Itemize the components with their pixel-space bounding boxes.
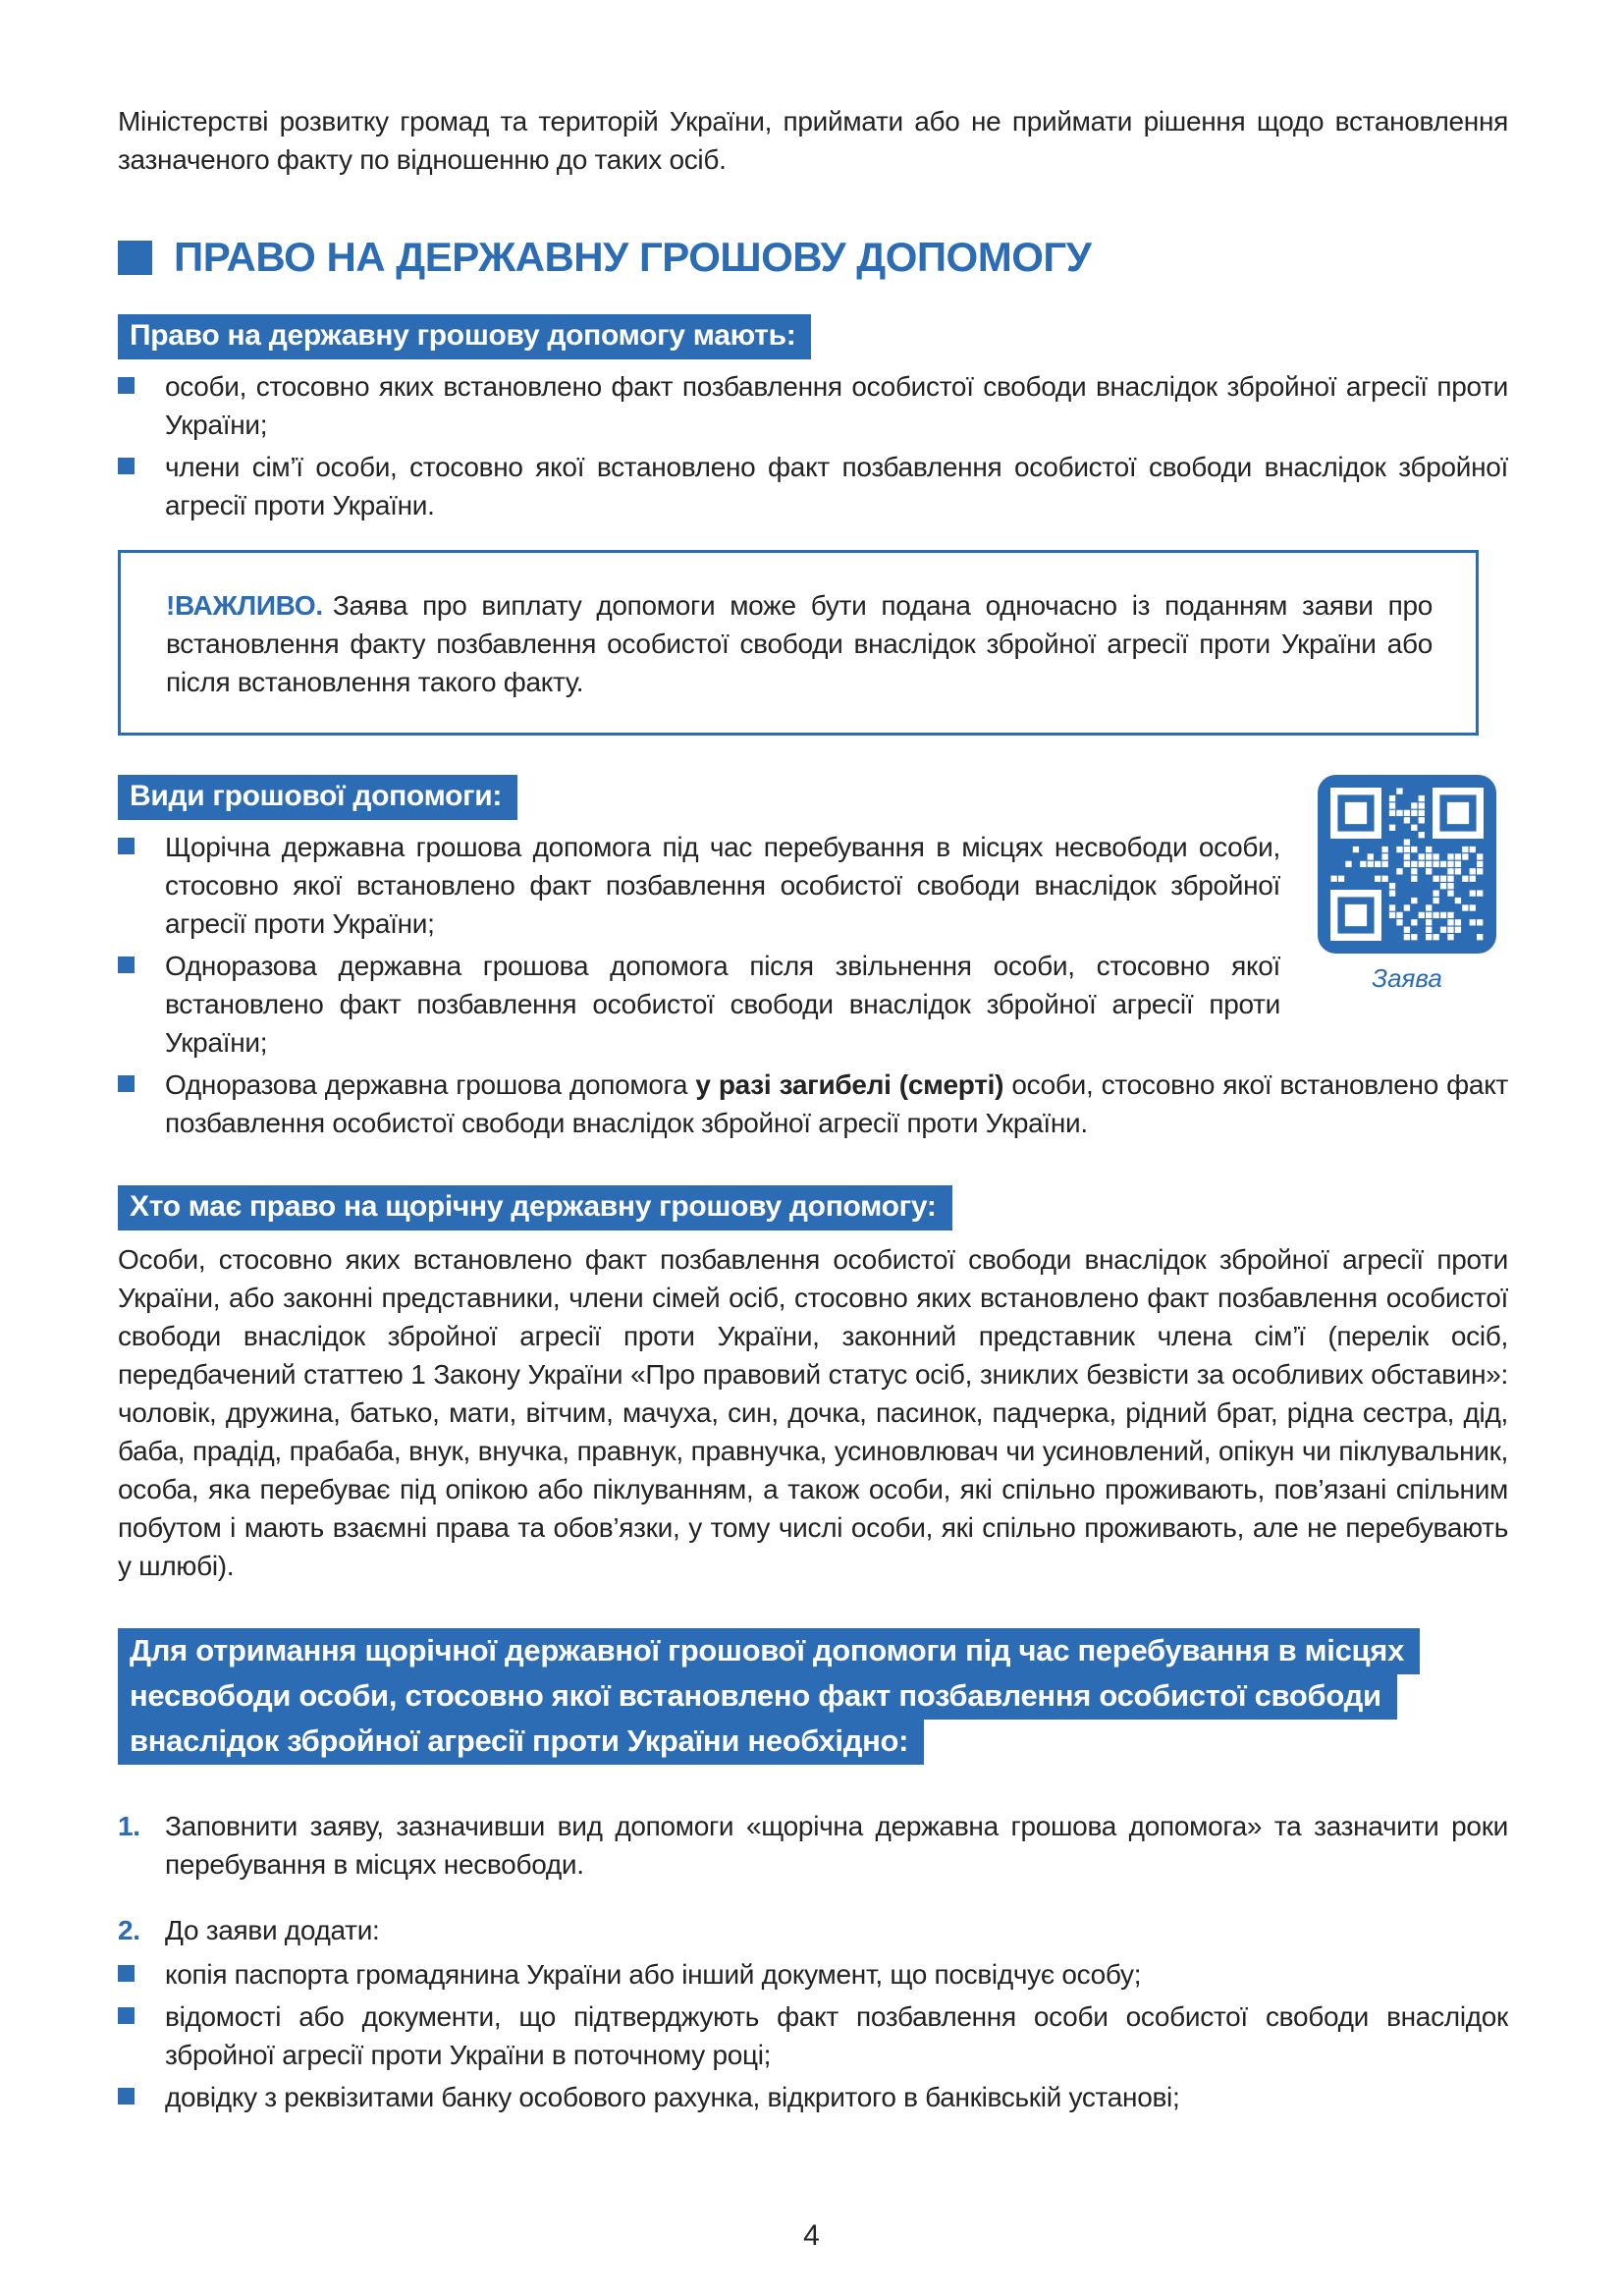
eligible-list [118,367,1508,524]
list-item [118,947,1280,1062]
list-item-text: Щорічна державна грошова допомога під час перебування в місцях несвободи особи, стосовно якої встановлено факт позбавлення особистої свободи внаслідок збройної агресії проти України; [165,832,1280,939]
page-number: 4 [803,2219,820,2252]
list-item-text: члени сім’ї особи, стосовно якої встановлено факт позбавлення особистої свободи внаслідок збройної агресії проти України. [165,452,1508,520]
bullet-square-icon [118,1965,135,1982]
section-heading-title: ПРАВО НА ДЕРЖАВНУ ГРОШОВУ ДОПОМОГУ [174,234,1092,280]
types-label: Види грошової допомоги: [118,775,517,820]
list-item [118,367,1508,444]
requirements-heading [118,1628,1492,1764]
list-item [118,1955,1508,1994]
list-item-text: копія паспорта громадянина України або інший документ, що посвідчує особу; [165,1959,1142,1990]
heading-square-icon [118,241,152,275]
list-item [118,448,1508,524]
list-item-text: особи, стосовно яких встановлено факт позбавлення особистої свободи внаслідок збройної агресії проти України; [165,371,1508,440]
important-text: Заява про виплату допомоги може бути подана одночасно із поданням заяви про встановлення факту позбавлення особистої свободи внаслідок збройної агресії проти України або після встановлення такого факту. [166,590,1433,697]
list-item [118,1066,1508,1142]
eligible-label-bar [118,314,1508,359]
list-item [118,828,1280,943]
list-item-text: Одноразова державна грошова допомога у разі загибелі (смерті) особи, стосовно якої встановлено факт позбавлення особистої свободи внаслідок збройної агресії проти України. [165,1069,1508,1138]
who-paragraph: Особи, стосовно яких встановлено факт позбавлення особистої свободи внаслідок збройної агресії проти України, або законні представники, члени сімей осіб, стосовно яких встановлено факт позбавлення особистої свободи внаслідок збройної агресії проти України, законний представник члена сім’ї (перелік осіб, передбачений статтею 1 Закону України «Про правовий статус осіб, зниклих безвісти за особливих обставин»: чоловік, дружина, батько, мати, вітчим, мачуха, син, дочка, пасинок, падчерка, рідний брат, рідна сестра, дід, баба, прадід, прабаба, внук, внучка, правнук, правнучка, усиновлювач чи усиновлений, опікун чи піклувальник, особа, яка перебуває під опікою або піклуванням, а також особи, які спільно проживають, пов’язані спільним побутом і мають взаємні права та обов’язки, у тому числі особи, які спільно проживають, але не перебувають у шлюбі). [118,1244,1508,1581]
qr-block [1306,775,1508,994]
qr-code [1318,775,1496,954]
types-list [118,828,1508,1142]
step-text: Заповнити заяву, зазначивши вид допомоги «щорічна державна грошова допомога» та зазначити роки перебування в місцях несвободи. [165,1811,1508,1880]
list-item [118,2078,1508,2116]
who-label-bar [118,1185,1508,1230]
section-heading [118,234,1508,281]
important-box [118,550,1479,736]
documents-list [118,1955,1508,2116]
who-label: Хто має право на щорічну державну грошову допомогу: [118,1185,952,1230]
types-label-bar [118,775,1508,820]
step-item [118,1807,1508,1884]
eligible-label: Право на державну грошову допомогу мають: [118,314,811,359]
step-text: До заяви додати: [165,1915,380,1945]
list-item-text: довідку з реквізитами банку особового рахунка, відкритого в банківській установі; [165,2082,1180,2112]
bullet-square-icon [118,838,135,854]
bullet-square-icon [118,957,135,973]
step-item [118,1911,1508,1949]
list-item [118,1997,1508,2074]
important-lead: !ВАЖЛИВО. [166,590,323,621]
intro-paragraph: Міністерстві розвитку громад та територій України, приймати або не приймати рішення щодо встановлення зазначеного факту по відношенню до таких осіб. [118,106,1508,175]
bullet-square-icon [118,2088,135,2105]
requirements-heading-text: Для отримання щорічної державної грошової допомоги під час перебування в місцях несвободи особи, стосовно якої встановлено факт позбавлення особистої свободи внаслідок збройної агресії проти України необхідно: [118,1628,1420,1765]
bullet-square-icon [118,1075,135,1092]
list-item-text: Одноразова державна грошова допомога після звільнення особи, стосовно якої встановлено факт позбавлення особистої свободи внаслідок збройної агресії проти України; [165,951,1280,1058]
qr-caption: Заява [1372,963,1442,993]
bullet-square-icon [118,2007,135,2024]
step-number: 2. [118,1915,140,1945]
types-section [118,775,1508,1146]
list-item-text: відомості або документи, що підтверджують факт позбавлення особи особистої свободи внаслідок збройної агресії проти України в поточному році; [165,2001,1508,2070]
bullet-square-icon [118,377,135,394]
bullet-square-icon [118,458,135,474]
step-number: 1. [118,1811,140,1841]
